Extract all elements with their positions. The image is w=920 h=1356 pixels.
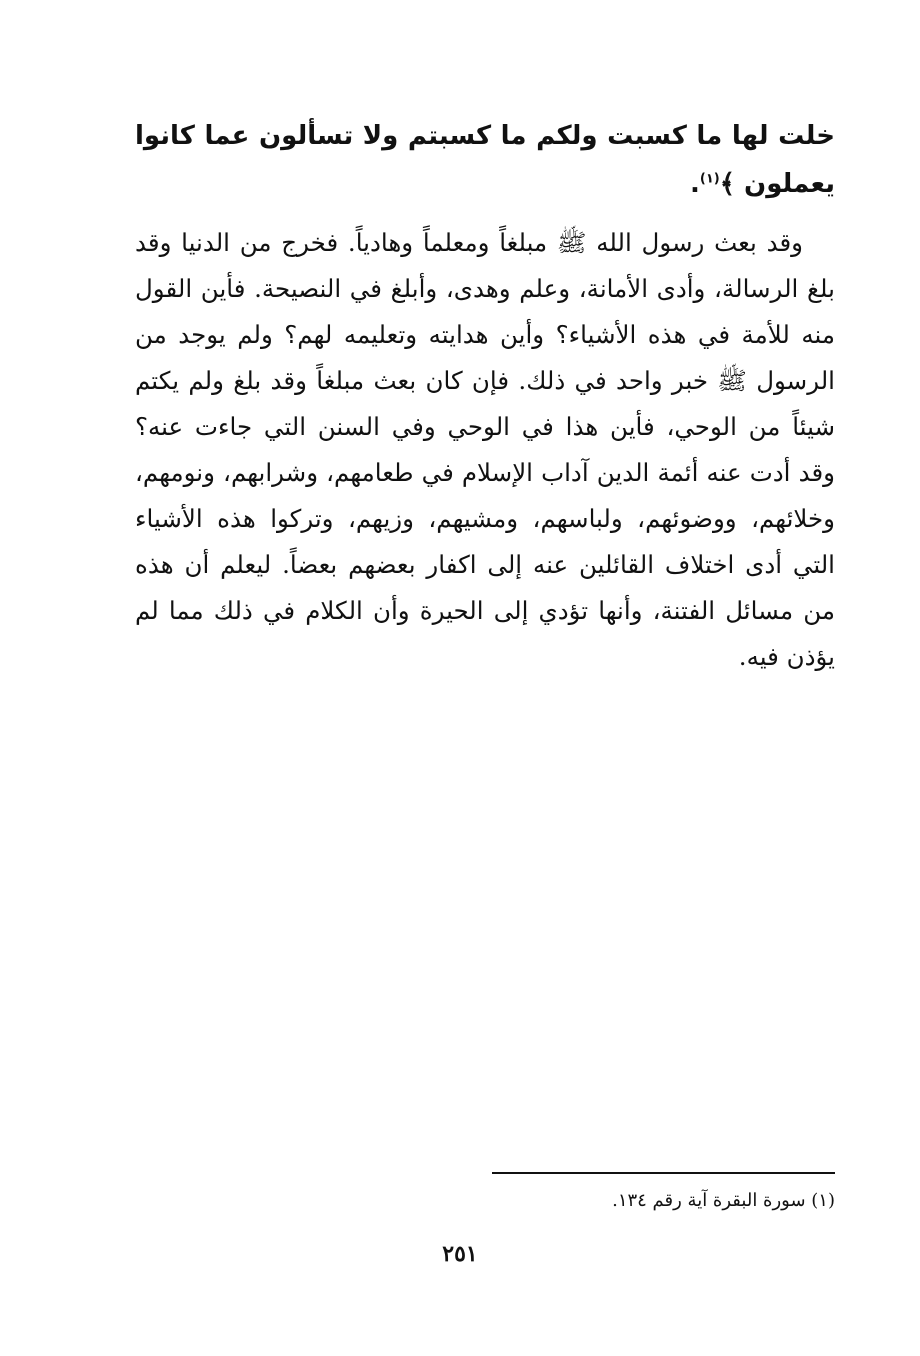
quran-closing-bracket: ﴾ bbox=[719, 169, 735, 199]
quran-verse-text: خلت لها ما كسبت ولكم ما كسبتم ولا تسألون عما كانوا يعملون bbox=[135, 121, 835, 199]
quran-verse bbox=[135, 112, 835, 208]
footnote-reference: (١) bbox=[699, 171, 720, 187]
body-text bbox=[135, 220, 835, 680]
body-paragraph: وقد بعث رسول الله ﷺ مبلغاً ومعلماً وهادياً. فخرج من الدنيا وقد بلغ الرسالة، وأدى الأمانة، وعلم وهدى، وأبلغ في النصيحة. فأين القول منه للأمة في هذه الأشياء؟ وأين هدايته وتعليمه لهم؟ ولم يوجد من الرسول ﷺ خبر واحد في ذلك. فإن كان بعث مبلغاً وقد بلغ ولم يكتم شيئاً من الوحي، فأين هذا في الوحي وفي السنن التي جاءت عنه؟ وقد أدت عنه أئمة الدين آداب الإسلام في طعامهم، وشرابهم، ونومهم، وخلائهم، ووضوئهم، ولباسهم، ومشيهم، وزيهم، وتركوا هذه الأشياء التي أدى اختلاف القائلين عنه إلى اكفار بعضهم بعضاً. ليعلم أن هذه من مسائل الفتنة، وأنها تؤدي إلى الحيرة وأن الكلام في ذلك مما لم يؤذن فيه. bbox=[135, 228, 835, 671]
footnote: (١) سورة البقرة آية رقم ١٣٤. bbox=[612, 1190, 835, 1211]
quran-end-punctuation: . bbox=[689, 169, 700, 199]
page-number: ٢٥١ bbox=[442, 1241, 478, 1267]
footnote-separator bbox=[492, 1172, 835, 1174]
